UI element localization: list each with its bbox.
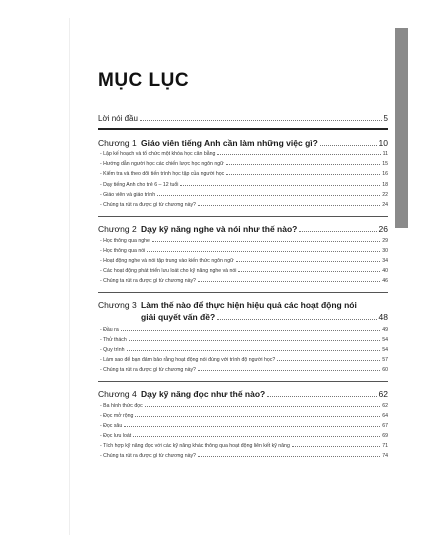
divider bbox=[98, 381, 388, 382]
toc-item bbox=[98, 248, 388, 254]
toc-item bbox=[98, 367, 388, 373]
chapter-title: Giáo viên tiếng Anh cần làm những việc gì? bbox=[141, 138, 318, 148]
divider bbox=[98, 128, 388, 130]
toc-item bbox=[98, 258, 388, 264]
chapter-number: Chương 4 bbox=[98, 389, 137, 399]
leader-dots bbox=[140, 120, 382, 121]
toc-item-label: - Kiểm tra và theo dõi tiến trình học tập của người học bbox=[100, 171, 225, 177]
toc-item-label: - Đọc mở rộng bbox=[100, 413, 134, 419]
toc-intro-label: Lời nói đầu bbox=[98, 114, 138, 123]
divider bbox=[98, 292, 388, 293]
toc-item bbox=[98, 347, 388, 353]
toc-item-page: 11 bbox=[382, 151, 388, 157]
leader-dots bbox=[236, 261, 381, 262]
leader-dots bbox=[135, 416, 380, 417]
toc-item-label: - Đầu ra bbox=[100, 327, 119, 333]
toc-item-page: 29 bbox=[382, 238, 388, 244]
chapter-title: Dạy kỹ năng đọc như thế nào? bbox=[141, 389, 266, 399]
chapter-row bbox=[98, 138, 388, 148]
leader-dots bbox=[157, 195, 380, 196]
book-page bbox=[70, 18, 408, 535]
leader-dots bbox=[238, 271, 380, 272]
toc-item-label: - Học thông qua nói bbox=[100, 248, 146, 254]
toc-item-label: - Học thông qua nghe bbox=[100, 238, 150, 244]
leader-dots bbox=[133, 436, 380, 437]
toc-item-page: 71 bbox=[382, 443, 388, 449]
chapter-title-line2: giải quyết vấn đề? bbox=[141, 312, 216, 322]
toc-item-page: 64 bbox=[382, 413, 388, 419]
toc-item-page: 67 bbox=[382, 423, 388, 429]
leader-dots bbox=[217, 154, 380, 155]
chapter-page: 26 bbox=[378, 224, 388, 234]
toc-item-label: - Giáo viên và giáo trình bbox=[100, 192, 156, 198]
leader-dots bbox=[277, 360, 380, 361]
toc-item bbox=[98, 433, 388, 439]
leader-dots bbox=[226, 174, 380, 175]
toc-item bbox=[98, 238, 388, 244]
leader-dots bbox=[152, 241, 380, 242]
toc-item-page: 69 bbox=[382, 433, 388, 439]
toc-item-label: - Hướng dẫn người học các chiến lược học ngôn ngữ bbox=[100, 161, 224, 167]
toc-item bbox=[98, 453, 388, 459]
toc-item bbox=[98, 192, 388, 198]
toc-item-label: - Đọc lưu loát bbox=[100, 433, 132, 439]
toc-item-page: 46 bbox=[382, 278, 388, 284]
leader-dots bbox=[198, 281, 380, 282]
chapter-number: Chương 2 bbox=[98, 224, 137, 234]
toc-item bbox=[98, 171, 388, 177]
toc-item-page: 74 bbox=[382, 453, 388, 459]
chapter-title: Làm thế nào để thực hiện hiệu quả các hoạt động nói bbox=[141, 300, 357, 310]
leader-dots bbox=[121, 330, 380, 331]
toc-item-label: - Quy trình bbox=[100, 347, 125, 353]
toc-item-label: - Chúng ta rút ra được gì từ chương này? bbox=[100, 453, 196, 459]
leader-dots bbox=[267, 396, 376, 397]
chapter-row bbox=[98, 300, 388, 310]
toc-item bbox=[98, 357, 388, 363]
toc-item-page: 49 bbox=[382, 327, 388, 333]
leader-dots bbox=[217, 319, 376, 320]
leader-dots bbox=[145, 406, 381, 407]
chapter-row bbox=[98, 389, 388, 399]
leader-dots bbox=[124, 426, 380, 427]
toc-item-page: 54 bbox=[382, 337, 388, 343]
leader-dots bbox=[147, 251, 380, 252]
toc-item-label: - Đọc sâu bbox=[100, 423, 123, 429]
toc-item bbox=[98, 278, 388, 284]
toc-item-page: 60 bbox=[382, 367, 388, 373]
chapter-row bbox=[98, 224, 388, 234]
toc-item-page: 22 bbox=[382, 192, 388, 198]
toc-item-label: - Chúng ta rút ra được gì từ chương này? bbox=[100, 367, 196, 373]
toc-item-label: - Thử thách bbox=[100, 337, 127, 343]
chapter-page: 48 bbox=[378, 312, 388, 322]
toc-item-page: 34 bbox=[382, 258, 388, 264]
toc-item bbox=[98, 423, 388, 429]
chapter-page: 62 bbox=[378, 389, 388, 399]
toc-item-label: - Làm sao để bạn đảm bảo rằng hoạt động nói đúng với trình độ người học? bbox=[100, 357, 276, 363]
chapter-title: Dạy kỹ năng nghe và nói như thế nào? bbox=[141, 224, 298, 234]
toc-item-page: 18 bbox=[382, 182, 388, 188]
toc-item bbox=[98, 161, 388, 167]
page-title: MỤC LỤC bbox=[98, 70, 190, 91]
toc-item-label: - Hoạt động nghe và nói tập trung vào kiến thức ngôn ngữ bbox=[100, 258, 234, 264]
toc-item-page: 40 bbox=[382, 268, 388, 274]
toc-item-label: - Chúng ta rút ra được gì từ chương này? bbox=[100, 202, 196, 208]
leader-dots bbox=[127, 350, 381, 351]
toc-item-label: - Lập kế hoạch và tổ chức một khóa học cân bằng bbox=[100, 151, 216, 157]
toc-item-page: 54 bbox=[382, 347, 388, 353]
leader-dots bbox=[320, 145, 377, 146]
leader-dots bbox=[129, 340, 380, 341]
toc-item-label: - Ba hình thức đọc bbox=[100, 403, 143, 409]
toc-item-label: - Tích hợp kỹ năng đọc với các kỹ năng khác thông qua hoạt động liên kết kỹ năng bbox=[100, 443, 290, 449]
toc-item-page: 15 bbox=[382, 161, 388, 167]
toc-item bbox=[98, 268, 388, 274]
side-tab-bar bbox=[395, 28, 408, 228]
toc-item-label: - Chúng ta rút ra được gì từ chương này? bbox=[100, 278, 196, 284]
toc-intro-page: 5 bbox=[383, 114, 388, 123]
toc-item bbox=[98, 202, 388, 208]
toc-item-page: 57 bbox=[382, 357, 388, 363]
toc-item-label: - Các hoạt động phát triển lưu loát cho kỹ năng nghe và nói bbox=[100, 268, 237, 274]
chapter-number: Chương 3 bbox=[98, 300, 137, 310]
toc-item bbox=[98, 413, 388, 419]
leader-dots bbox=[292, 446, 380, 447]
toc-item bbox=[98, 151, 388, 157]
leader-dots bbox=[198, 205, 380, 206]
leader-dots bbox=[198, 456, 380, 457]
chapter-number: Chương 1 bbox=[98, 138, 137, 148]
toc-item bbox=[98, 182, 388, 188]
toc-item-page: 24 bbox=[382, 202, 388, 208]
chapter-row-continued bbox=[98, 312, 388, 322]
toc-item-page: 30 bbox=[382, 248, 388, 254]
leader-dots bbox=[226, 164, 381, 165]
leader-dots bbox=[180, 185, 380, 186]
toc-item bbox=[98, 327, 388, 333]
toc-item bbox=[98, 337, 388, 343]
leader-dots bbox=[299, 231, 376, 232]
toc-item-page: 16 bbox=[382, 171, 388, 177]
leader-dots bbox=[198, 370, 380, 371]
toc-item bbox=[98, 443, 388, 449]
toc-intro-row bbox=[98, 114, 388, 123]
chapter-page: 10 bbox=[378, 138, 388, 148]
toc-item-label: - Dạy tiếng Anh cho trẻ 6 – 12 tuổi bbox=[100, 182, 179, 188]
toc-item bbox=[98, 403, 388, 409]
toc-item-page: 62 bbox=[382, 403, 388, 409]
divider bbox=[98, 216, 388, 217]
